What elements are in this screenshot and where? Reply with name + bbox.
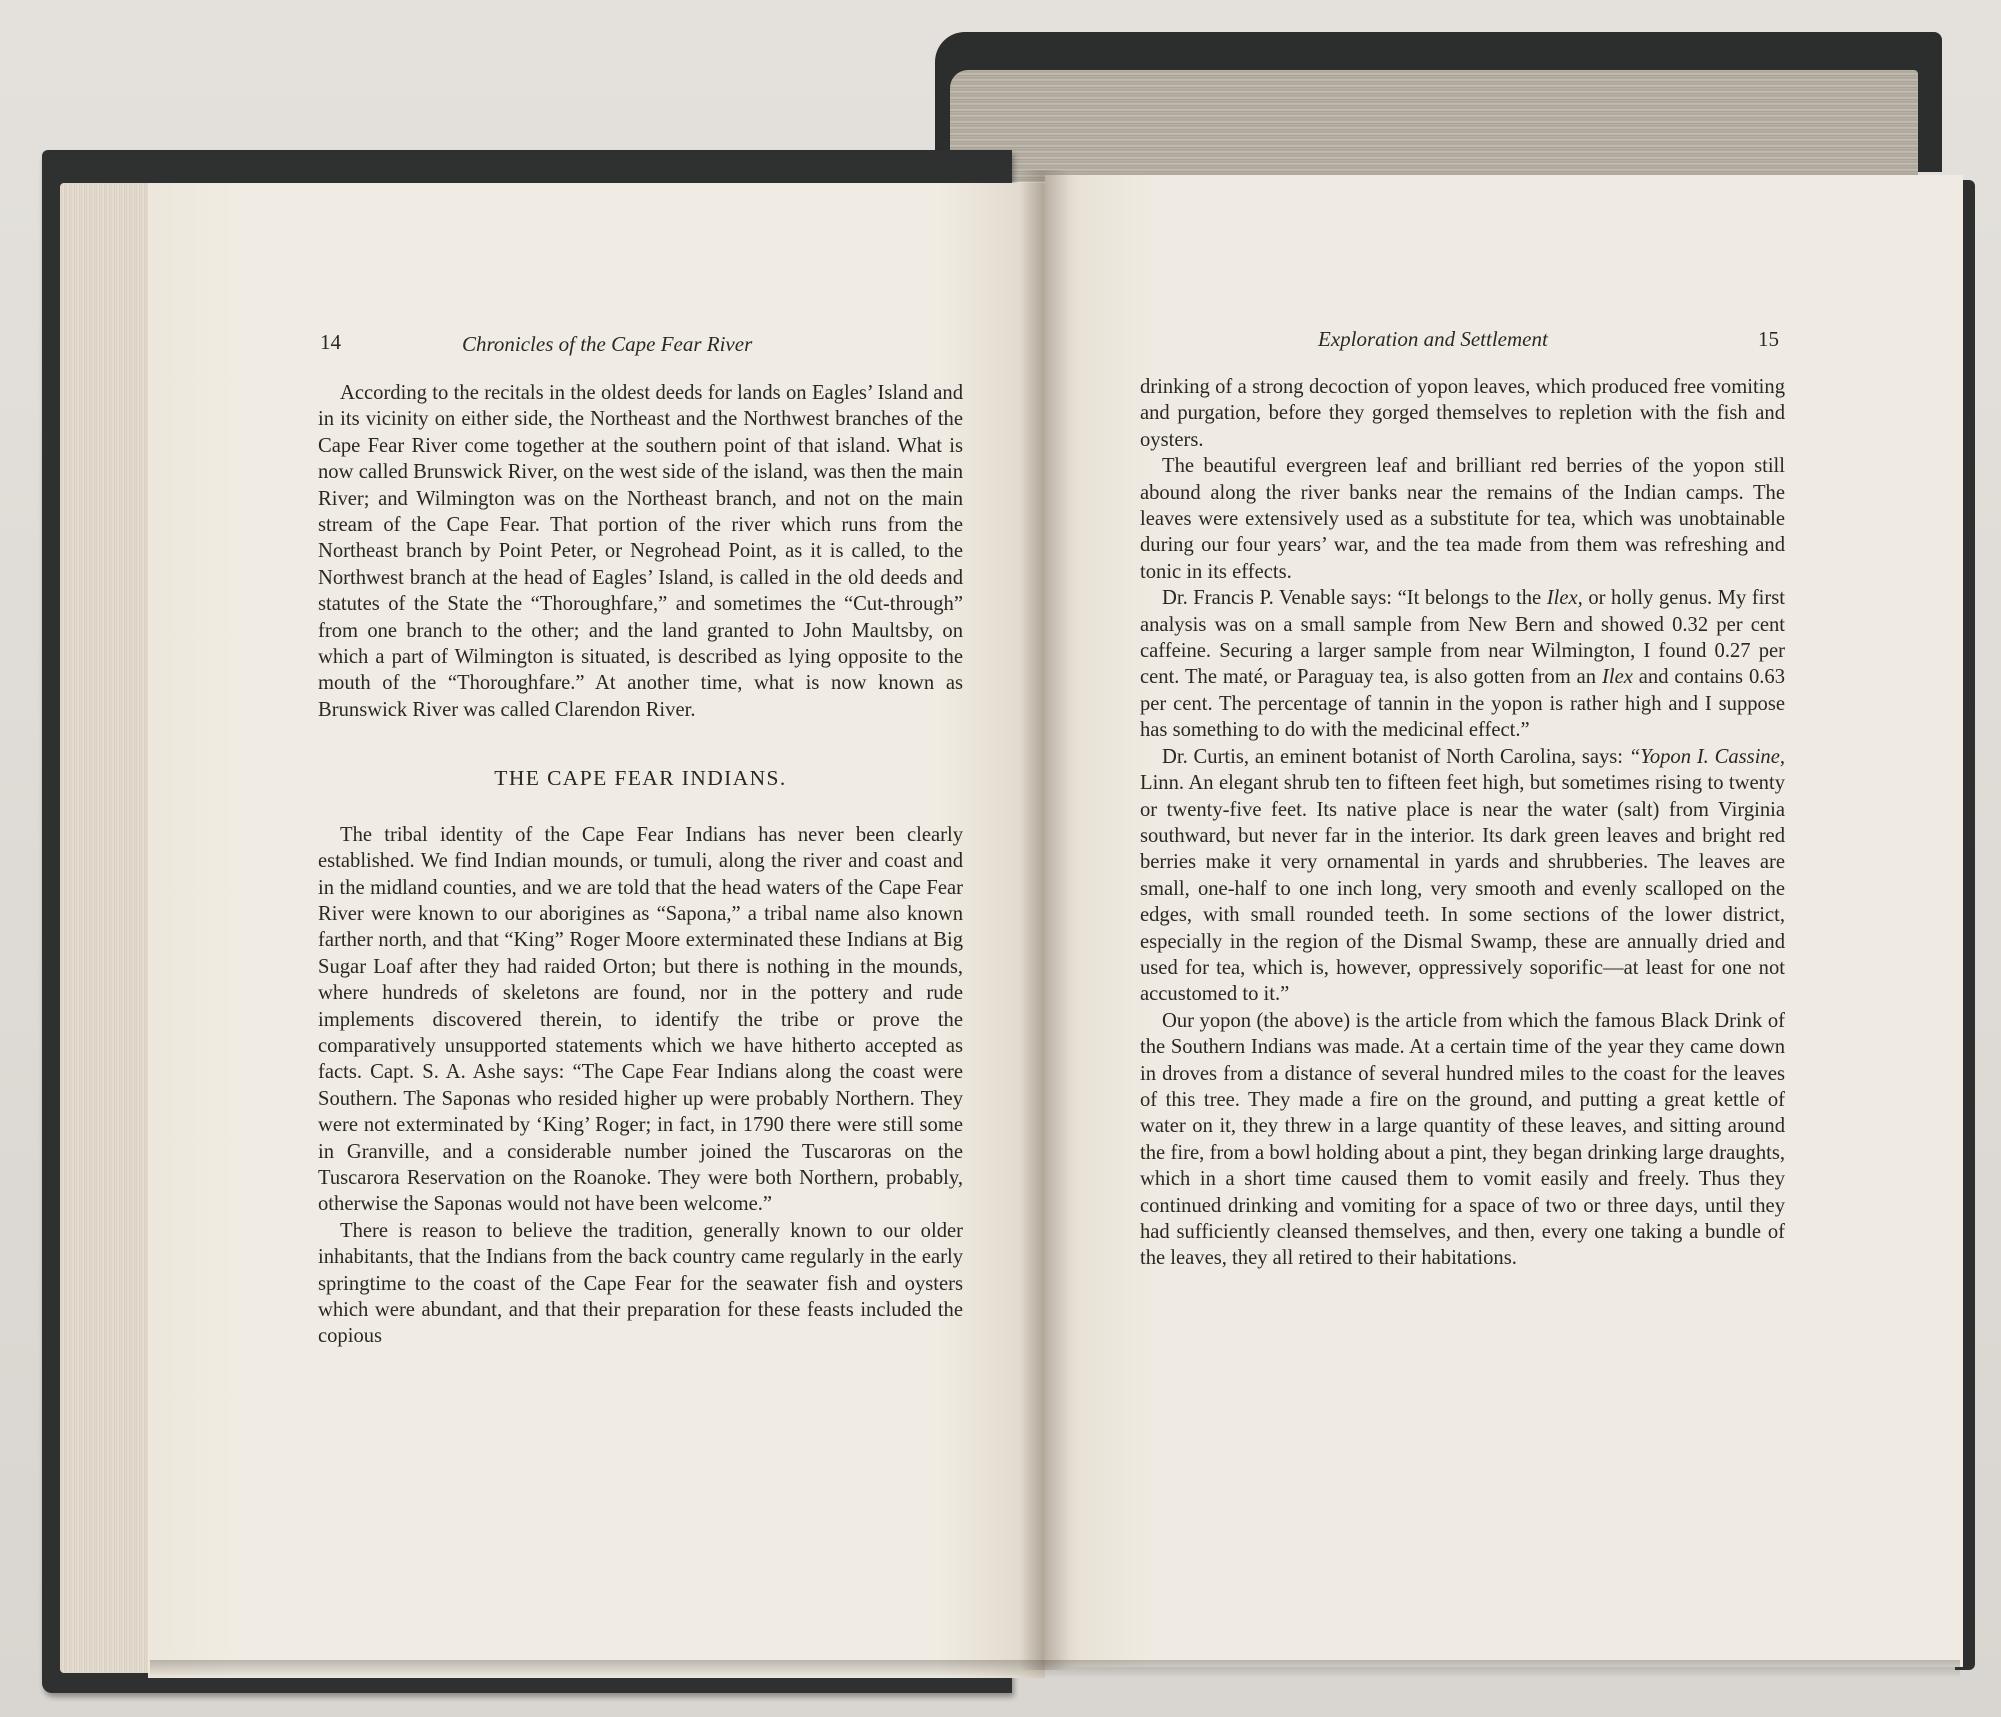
section-heading: THE CAPE FEAR INDIANS. xyxy=(494,766,787,791)
right-paragraph-1: drinking of a strong decoction of yopon leaves, which produced free vomiting and purgation, before they gorged themselves to repletion with the fish and oysters. xyxy=(1140,376,1785,451)
right-paragraph-2: The beautiful evergreen leaf and brilliant red berries of the yopon still abound along the river banks near the remains of the Indian camps. The leaves were extensively used as a substitute for tea, which was unobtainable during our four years’ war, and the tea made from them was refreshing and tonic in its effects. xyxy=(1140,455,1785,583)
venable-quote-part-1: Dr. Francis P. Venable says: “It belongs to the xyxy=(1162,587,1547,610)
right-paragraph-3 xyxy=(1140,585,1785,743)
curtis-quote-part-1: Dr. Curtis, an eminent botanist of North Carolina, says: xyxy=(1162,745,1629,768)
curtis-quote-part-2: Linn. An elegant shrub ten to fifteen feet high, but sometimes rising to twenty or twenty-five feet. Its native place is near the water (salt) from Virginia southward, but never far in the interior. Its dark green leaves and bright red berries make it very ornamental in yards and shrubberies. The leaves are small, one-half to one inch long, very smooth and evenly scalloped on the edges, with small rounded teeth. In some sections of the lower district, especially in the region of the Dismal Swamp, these are annually dried and used for tea, which is, however, oppressively soporific—at least for one not accustomed to it.” xyxy=(1140,772,1785,1006)
left-page-block-edges xyxy=(60,183,155,1673)
right-page-number: 15 xyxy=(1758,327,1779,351)
right-paragraph-4 xyxy=(1140,744,1785,1008)
left-paragraph-3: There is reason to believe the tradition, generally known to our older inhabitants, that the Indians from the back country came regularly in the early springtime to the coast of the Cape Fear for the seawater fish and oysters which were abundant, and that their preparation for these feasts included the copious xyxy=(318,1219,963,1348)
left-page-number: 14 xyxy=(320,330,341,354)
bottom-shadow xyxy=(150,1660,1960,1678)
left-paragraph-1: According to the recitals in the oldest deeds for lands on Eagles’ Island and in its vicinity on either side, the Northeast and the Northwest branches of the Cape Fear River come together at the southern point of that island. What is now called Brunswick River, on the west side of the island, was then the main River; and Wilmington was on the Northeast branch, and not on the main stream of the Cape Fear. That portion of the river which runs from the Northeast branch by Point Peter, or Negrohead Point, as it is called, to the Northwest branch at the head of Eagles’ Island, is called in the old deeds and statutes of the State the “Thoroughfare,” and sometimes the “Cut-through” from one branch to the other; and the land granted to John Maultsby, on which a part of Wilmington is situated, is described as lying opposite to the mouth of the “Thoroughfare.” At another time, what is now known as Brunswick River was called Clarendon River. xyxy=(318,382,963,721)
left-page-body xyxy=(318,380,963,1350)
right-page-body xyxy=(1140,374,1785,1272)
right-running-title: Exploration and Settlement xyxy=(1318,327,1548,351)
ilex-term-1: Ilex, xyxy=(1546,587,1583,610)
right-page-block-edges xyxy=(950,70,1918,182)
venable-quote-part-2: or holly genus. My first analysis was on a small sample from New Bern and showed 0.32 per cent caffeine. Securing a larger sample from near Wilmington, I found 0.27 per cent. The maté, or Paraguay tea, is also gotten from an xyxy=(1140,587,1785,689)
left-paragraph-2: The tribal identity of the Cape Fear Indians has never been clearly established. We find Indian mounds, or tumuli, along the river and coast and in the midland counties, and we are told that the head waters of the Cape Fear River were known to our aborigines as “Sapona,” a tribal name also known farther north, and that “King” Roger Moore exterminated these Indians at Big Sugar Loaf after they had raided Orton; but there is nothing in the mounds, where hundreds of skeletons are found, nor in the pottery and rude implements discovered therein, to identify the tribe or prove the comparatively unsupported statements which we have hitherto accepted as facts. Capt. S. A. Ashe says: “The Cape Fear Indians along the coast were Southern. The Saponas who resided higher up were probably Northern. They were not exterminated by ‘King’ Roger; in fact, in 1790 there were still some in Granville, and a considerable number joined the Tuscaroras on the Tuscarora Reservation on the Roanoke. They were both Northern, probably, otherwise the Saponas would not have been welcome.” xyxy=(318,823,963,1216)
venable-quote-part-3: and contains 0.63 per cent. The percentage of tannin in the yopon is rather high and I suppose has something to do with the medicinal effect.” xyxy=(1140,666,1785,742)
species-name: “Yopon I. Cassine, xyxy=(1628,745,1785,768)
right-paragraph-5: Our yopon (the above) is the article from which the famous Black Drink of the Southern Indians was made. At a certain time of the year they came down in droves from a distance of several hundred miles to the coast for the leaves of this tree. They made a fire on the ground, and putting a great kettle of water on it, they threw in a large quantity of these leaves, and sitting around the fire, from a bowl holding about a pint, they began drinking large draughts, which in a short time caused them to vomit easily and freely. Thus they continued drinking and vomiting for a space of two or three days, until they had sufficiently cleansed themselves, and then, every one taking a bundle of the leaves, they all retired to their habitations. xyxy=(1140,1009,1785,1270)
left-running-title: Chronicles of the Cape Fear River xyxy=(462,332,753,356)
book-gutter xyxy=(1020,170,1070,1670)
ilex-term-2: Ilex xyxy=(1602,666,1633,689)
